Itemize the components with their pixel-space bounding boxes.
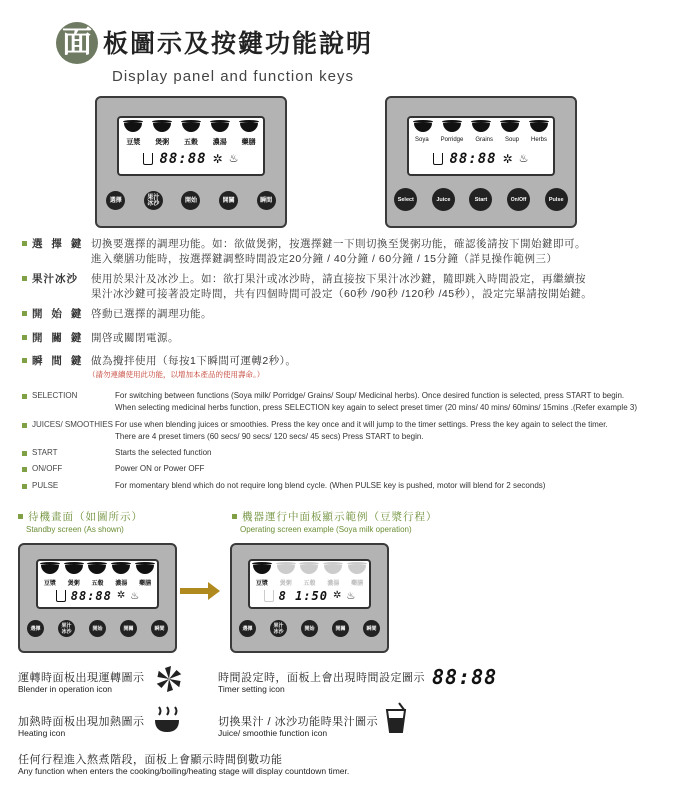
bowl-icon (41, 565, 59, 574)
on-off-button[interactable]: 開關 (219, 191, 238, 210)
bullet-icon (18, 514, 23, 519)
bowl-icon (211, 123, 229, 132)
operating-panel (230, 543, 389, 653)
bowl-icon (501, 123, 519, 132)
timer-digits: 88:88 (449, 151, 497, 167)
select-button[interactable]: 選擇 (27, 620, 44, 637)
icon-legend-juice-cn: 切換果汁 / 冰沙功能時果汁圖示 (218, 716, 379, 728)
bowl-icon (136, 565, 154, 574)
lcd-screen (248, 559, 371, 609)
bullet-icon (22, 423, 27, 428)
bowl-icon (530, 123, 548, 132)
bullet-icon (22, 276, 27, 281)
steam-bowl-icon (152, 705, 182, 735)
juice-cup-icon (433, 153, 443, 165)
key-name-pulse: 瞬 間 鍵 (32, 355, 85, 367)
key-name-onoff-en: ON/OFF (32, 464, 63, 473)
bowl-icon (124, 123, 142, 132)
on-off-button[interactable]: On/Off (507, 188, 530, 211)
page-subtitle: Display panel and function keys (112, 68, 354, 85)
key-desc-line: 進入藥膳功能時，按選擇鍵調整時間設定20分鐘 / 40分鐘 / 60分鐘 / 15分鐘（詳見操作範例三） (91, 253, 558, 265)
steam-bowl-icon: ♨ (346, 590, 356, 602)
function-label: 煲粥 (279, 581, 292, 587)
key-desc-line: 啓動已選擇的調理功能。 (91, 308, 212, 320)
bowl-icon (324, 565, 342, 574)
function-label: Grains (475, 137, 493, 143)
key-desc-line: 做為攪拌使用（每按1下瞬間可運轉2秒）。 (91, 355, 297, 367)
function-label: 濃湯 (327, 581, 340, 587)
function-label: 藥膳 (351, 581, 364, 587)
pulse-button[interactable]: 瞬間 (151, 620, 168, 637)
bowl-icon (112, 565, 130, 574)
bowl-icon (182, 123, 200, 132)
juice-button[interactable]: 果汁 冰沙 (58, 620, 75, 637)
standby-panel (18, 543, 177, 653)
key-name-selection-en: SELECTION (32, 391, 78, 400)
lcd-screen (117, 116, 265, 176)
steam-bowl-icon: ♨ (518, 152, 529, 165)
function-label: Soya (414, 137, 429, 143)
bullet-icon (22, 451, 27, 456)
timer-digits: 88:88 (70, 589, 112, 603)
bowl-icon (253, 565, 271, 574)
function-label: 藥膳 (241, 139, 256, 146)
standby-subtitle: Standby screen (As shown) (26, 525, 124, 534)
bullet-icon (22, 311, 27, 316)
icon-legend-juice-en: Juice/ smoothie function icon (218, 728, 328, 738)
timer-digits-icon: 88:88 (432, 665, 498, 689)
bowl-icon (240, 123, 258, 132)
bullet-icon (232, 514, 237, 519)
key-desc-line: For use when blending juices or smoothies. Press the key once and it will jump to the timer settings. Press the key again to select the timer. (115, 420, 608, 429)
bullet-icon (22, 335, 27, 340)
display-panel-chinese (95, 96, 287, 228)
key-desc-line: There are 4 preset timers (60 secs/ 90 secs/ 120 secs/ 45 secs) Press START to begin. (115, 432, 424, 441)
header-badge: 面 (56, 22, 98, 64)
bullet-icon (22, 241, 27, 246)
juice-cup-icon (143, 153, 153, 165)
lcd-screen (36, 559, 159, 609)
pinwheel-icon: ✲ (212, 152, 223, 166)
start-button[interactable]: 開始 (181, 191, 200, 210)
key-name-start-en: START (32, 448, 58, 457)
key-desc-line: 切換要選擇的調理功能。如：欲做煲粥，按選擇鍵一下則切換至煲粥功能，確認後請按下開始鍵即可。 (91, 238, 586, 250)
on-off-button[interactable]: 開關 (332, 620, 349, 637)
steam-bowl-icon: ♨ (228, 152, 239, 165)
key-name-start: 開 始 鍵 (32, 308, 85, 320)
pinwheel-icon: ✲ (116, 590, 126, 601)
on-off-button[interactable]: 開關 (120, 620, 137, 637)
bullet-icon (22, 358, 27, 363)
juice-cup-icon (384, 702, 408, 734)
bullet-icon (22, 394, 27, 399)
select-button[interactable]: 選擇 (106, 191, 125, 210)
pulse-button[interactable]: 瞬間 (363, 620, 380, 637)
timer-digits: 88:88 (159, 151, 207, 167)
function-label: 煲粥 (67, 581, 80, 587)
select-button[interactable]: 選擇 (239, 620, 256, 637)
function-label: 五穀 (183, 139, 198, 146)
juice-cup-icon (56, 590, 66, 602)
start-button[interactable]: 開始 (301, 620, 318, 637)
arrow-right-icon (180, 582, 220, 600)
pulse-warning-note: （請勿連續使用此功能，以增加本產品的使用壽命。） (88, 370, 265, 379)
function-label: 濃湯 (115, 581, 128, 587)
icon-legend-blender-en: Blender in operation icon (18, 684, 113, 694)
bowl-icon (348, 565, 366, 574)
icon-legend-timer-cn: 時間設定時，面板上會出現時間設定圖示 (218, 672, 425, 684)
function-label: 濃湯 (212, 139, 227, 146)
function-label: 豆漿 (43, 581, 56, 587)
operating-title: 機器運行中面板顯示範例（豆漿行程） (242, 511, 438, 523)
bowl-icon (443, 123, 461, 132)
function-label: 豆漿 (255, 581, 268, 587)
pulse-button[interactable]: 瞬間 (257, 191, 276, 210)
pulse-button[interactable]: Pulse (545, 188, 568, 211)
footer-cn: 任何行程進入熬煮階段，面板上會顯示時間倒數功能 (18, 754, 283, 766)
function-label: 五穀 (303, 581, 316, 587)
juice-cup-icon (264, 590, 274, 602)
bullet-icon (22, 484, 27, 489)
key-name-pulse-en: PULSE (32, 481, 59, 490)
function-label: 煲粥 (155, 139, 170, 146)
bowl-icon (153, 123, 171, 132)
bowl-icon (300, 565, 318, 574)
bowl-icon (88, 565, 106, 574)
pinwheel-icon (154, 664, 184, 694)
key-name-select: 選 擇 鍵 (32, 238, 85, 250)
lcd-screen (407, 116, 555, 176)
start-button[interactable]: 開始 (89, 620, 106, 637)
pinwheel-icon: ✲ (333, 590, 342, 601)
juice-button[interactable]: 果汁 冰沙 (144, 191, 163, 210)
select-button[interactable]: Select (394, 188, 417, 211)
juice-button[interactable]: Juice (432, 188, 455, 211)
function-label: 豆漿 (126, 139, 141, 146)
key-name-juices-en: JUICES/ SMOOTHIES (32, 420, 113, 429)
function-label: Porridge (440, 137, 464, 143)
key-desc-line: For momentary blend which do not require long blend cycle. (When PULSE key is pushed, motor will blend for 2 seconds) (115, 481, 546, 490)
key-desc-line: When selecting medicinal herbs function, press SELECTION key again to select preset timer (20 mins/ 40 mins/ 60mins/ 15mins .(Refer example 3) (115, 403, 637, 412)
key-desc-line: 開啓或關閉電源。 (91, 332, 179, 344)
function-label: 五穀 (91, 581, 104, 587)
key-desc-line: 使用於果汁及冰沙上。如：欲打果汁或冰沙時，請直接按下果汁冰沙鍵，隨即跳入時間設定，再繼續按 (91, 273, 586, 285)
function-label: Herbs (530, 137, 547, 143)
key-name-onoff: 開 關 鍵 (32, 332, 85, 344)
icon-legend-heating-cn: 加熱時面板出現加熱圖示 (18, 716, 145, 728)
icon-legend-blender-cn: 運轉時面板出現運轉圖示 (18, 672, 145, 684)
key-desc-line: 果汁冰沙鍵可接著設定時間，共有四個時間可設定（60秒 /90秒 /120秒 /45秒），設定完畢請按開始鍵。 (91, 288, 593, 300)
key-desc-line: Power ON or Power OFF (115, 464, 205, 473)
key-desc-line: For switching between functions (Soya milk/ Porridge/ Grains/ Soup/ Medicinal herbs). Once desired function is selected, press START to begin. (115, 391, 625, 400)
countdown-digits: 8 1:50 (278, 589, 328, 603)
display-panel-english (385, 96, 577, 228)
pinwheel-icon: ✲ (502, 152, 513, 166)
bowl-icon (277, 565, 295, 574)
steam-bowl-icon: ♨ (130, 590, 140, 602)
footer-en: Any function when enters the cooking/boiling/heating stage will display countdown timer. (18, 766, 350, 776)
standby-title: 待機畫面（如圖所示） (28, 511, 143, 523)
icon-legend-timer-en: Timer setting icon (218, 684, 285, 694)
function-label: 藥膳 (139, 581, 152, 587)
key-name-juice: 果汁冰沙 (32, 273, 78, 285)
bowl-icon (414, 123, 432, 132)
start-button[interactable]: Start (469, 188, 492, 211)
bullet-icon (22, 467, 27, 472)
icon-legend-heating-en: Heating icon (18, 728, 66, 738)
key-desc-line: Starts the selected function (115, 448, 212, 457)
operating-subtitle: Operating screen example (Soya milk operation) (240, 525, 412, 534)
juice-button[interactable]: 果汁 冰沙 (270, 620, 287, 637)
bowl-icon (472, 123, 490, 132)
function-label: Soup (504, 137, 519, 143)
page-title: 板圖示及按鍵功能說明 (103, 29, 374, 58)
bowl-icon (65, 565, 83, 574)
